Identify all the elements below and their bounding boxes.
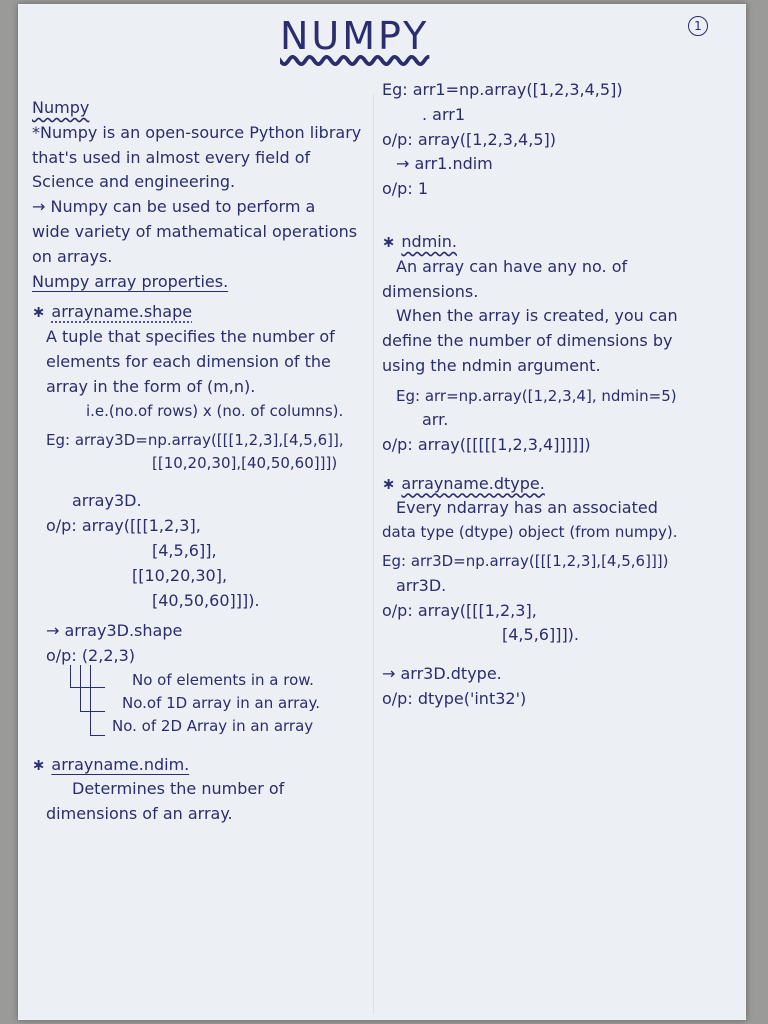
shape-heading-row xyxy=(32,300,382,325)
notebook-page xyxy=(18,4,746,1020)
ndim-heading: arrayname.ndim. xyxy=(51,754,190,774)
intro-line: → Numpy can be used to perform a xyxy=(32,197,316,217)
shape-description xyxy=(32,325,382,423)
dtype-output-line: o/p: array([[[1,2,3], xyxy=(382,600,537,620)
dtype-heading-row xyxy=(382,472,742,497)
right-column xyxy=(382,78,742,712)
shape-output-line: o/p: array([[[1,2,3], xyxy=(46,516,201,536)
shape-example-line: Eg: array3D=np.array([[[1,2,3],[4,5,6]], xyxy=(46,430,344,449)
shape-output-line: [[10,20,30], xyxy=(132,565,228,585)
star-icon: ∗ xyxy=(382,231,396,251)
shape-call: → array3D.shape xyxy=(46,621,183,641)
shape-heading: arrayname.shape xyxy=(51,302,193,322)
ndmin-desc-line: define the number of dimensions by xyxy=(382,331,673,351)
tree-label: No of elements in a row. xyxy=(132,670,314,689)
dtype-output-line: [4,5,6]]]). xyxy=(502,625,580,645)
ndim-output: o/p: 1 xyxy=(382,179,428,199)
dtype-heading: arrayname.dtype. xyxy=(401,473,545,493)
shape-result: o/p: (2,2,3) xyxy=(46,646,136,666)
shape-desc-line: elements for each dimension of the xyxy=(46,351,331,371)
ndim-call: → arr1.ndim xyxy=(396,154,493,174)
page-title: NUMPY xyxy=(280,14,430,58)
shape-output-line: [40,50,60]]]). xyxy=(152,590,260,610)
numpy-heading: Numpy xyxy=(32,98,90,117)
intro-line: *Numpy is an open-source Python library xyxy=(32,122,362,142)
tree-label: No.of 1D array in an array. xyxy=(122,694,320,713)
intro-line: on arrays. xyxy=(32,246,113,266)
ndmin-desc-line: When the array is created, you can xyxy=(396,306,678,326)
shape-desc-line: i.e.(no.of rows) x (no. of columns). xyxy=(86,401,344,420)
shape-output-line: [4,5,6]], xyxy=(152,540,217,560)
tree-label: No. of 2D Array in an array xyxy=(112,717,314,736)
intro-line: wide variety of mathematical operations xyxy=(32,221,358,241)
dtype-result: o/p: dtype('int32') xyxy=(382,688,527,708)
shape-tree xyxy=(32,669,382,739)
ndmin-heading: ndmin. xyxy=(401,231,457,251)
ndmin-example-line: Eg: arr=np.array([1,2,3,4], ndmin=5) xyxy=(396,386,677,405)
intro-line: that's used in almost every field of xyxy=(32,147,311,167)
ndim-heading-row xyxy=(32,753,382,778)
dtype-call: → arr3D.dtype. xyxy=(382,664,502,684)
ndmin-desc-line: An array can have any no. of xyxy=(396,256,628,276)
star-icon: ∗ xyxy=(32,754,46,774)
left-column xyxy=(32,78,382,827)
properties-heading: Numpy array properties. xyxy=(32,271,229,291)
intro-line: Science and engineering. xyxy=(32,172,236,192)
ndim-desc-line: dimensions of an array. xyxy=(46,804,233,824)
dtype-desc-line: data type (dtype) object (from numpy). xyxy=(382,523,678,542)
page-number: 1 xyxy=(688,16,708,36)
ndmin-example-line: arr. xyxy=(422,410,449,430)
shape-variable: array3D. xyxy=(72,491,142,511)
ndmin-output: o/p: array([[[[[1,2,3,4]]]]]) xyxy=(382,434,591,454)
ndmin-desc-line: using the ndmin argument. xyxy=(382,355,601,375)
dtype-desc-line: Every ndarray has an associated xyxy=(396,498,658,518)
ndmin-desc-line: dimensions. xyxy=(382,281,479,301)
example-line: Eg: arr1=np.array([1,2,3,4,5]) xyxy=(382,80,623,99)
intro-text xyxy=(32,121,382,270)
example-output: o/p: array([1,2,3,4,5]) xyxy=(382,129,556,149)
example-line: . arr1 xyxy=(422,104,466,124)
shape-example-line: [[10,20,30],[40,50,60]]]) xyxy=(152,454,338,473)
dtype-example-line: Eg: arr3D=np.array([[[1,2,3],[4,5,6]]]) xyxy=(382,552,669,571)
shape-desc-line: array in the form of (m,n). xyxy=(46,376,256,396)
ndmin-heading-row xyxy=(382,230,742,255)
dtype-example-line: arr3D. xyxy=(396,575,447,595)
shape-desc-line: A tuple that specifies the number of xyxy=(46,327,335,347)
star-icon: ∗ xyxy=(382,473,396,493)
ndim-desc-line: Determines the number of xyxy=(72,779,285,799)
star-icon: ∗ xyxy=(32,302,46,322)
